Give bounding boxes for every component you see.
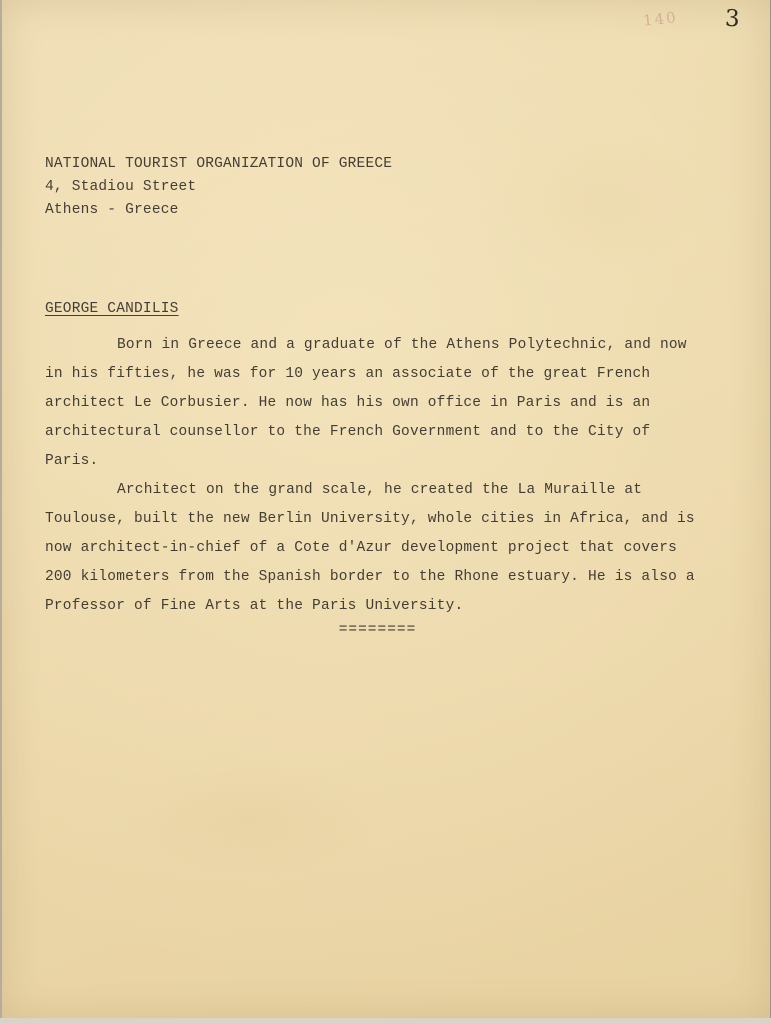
letterhead-organization: NATIONAL TOURIST ORGANIZATION OF GREECE <box>45 156 393 172</box>
letterhead-address: 4, Stadiou Street <box>45 179 197 195</box>
scan-edge <box>0 1018 771 1024</box>
paper-sheet <box>2 0 770 1018</box>
paper-stain <box>482 120 702 280</box>
letterhead <box>45 153 392 222</box>
paragraph-1: Born in Greece and a graduate of the Athens Polytechnic, and now in his fifties, he was for 10 years an associate of the great French architect Le Corbusier. He now has his own office in Paris and is an architectural counsellor to the French Government and to the City of Paris. <box>45 337 687 469</box>
end-separator: ======== <box>338 622 417 638</box>
scan-edge <box>0 0 2 1024</box>
document-heading: GEORGE CANDILIS <box>45 301 179 317</box>
document-body <box>45 331 710 621</box>
paragraph-2: Architect on the grand scale, he created the La Muraille at Toulouse, built the new Berlin University, whole cities in Africa, and is now architect-in-chief of a Cote d'Azur development project that covers 200 kilometers from the Spanish border to the Rhone estuary. He is also a Professor of Fine Arts at the Paris University. <box>45 482 695 614</box>
pencil-annotation: 140 <box>642 8 679 30</box>
handwritten-page-number: 3 <box>724 5 741 33</box>
paper-stain <box>122 760 382 880</box>
letterhead-city: Athens - Greece <box>45 202 179 218</box>
